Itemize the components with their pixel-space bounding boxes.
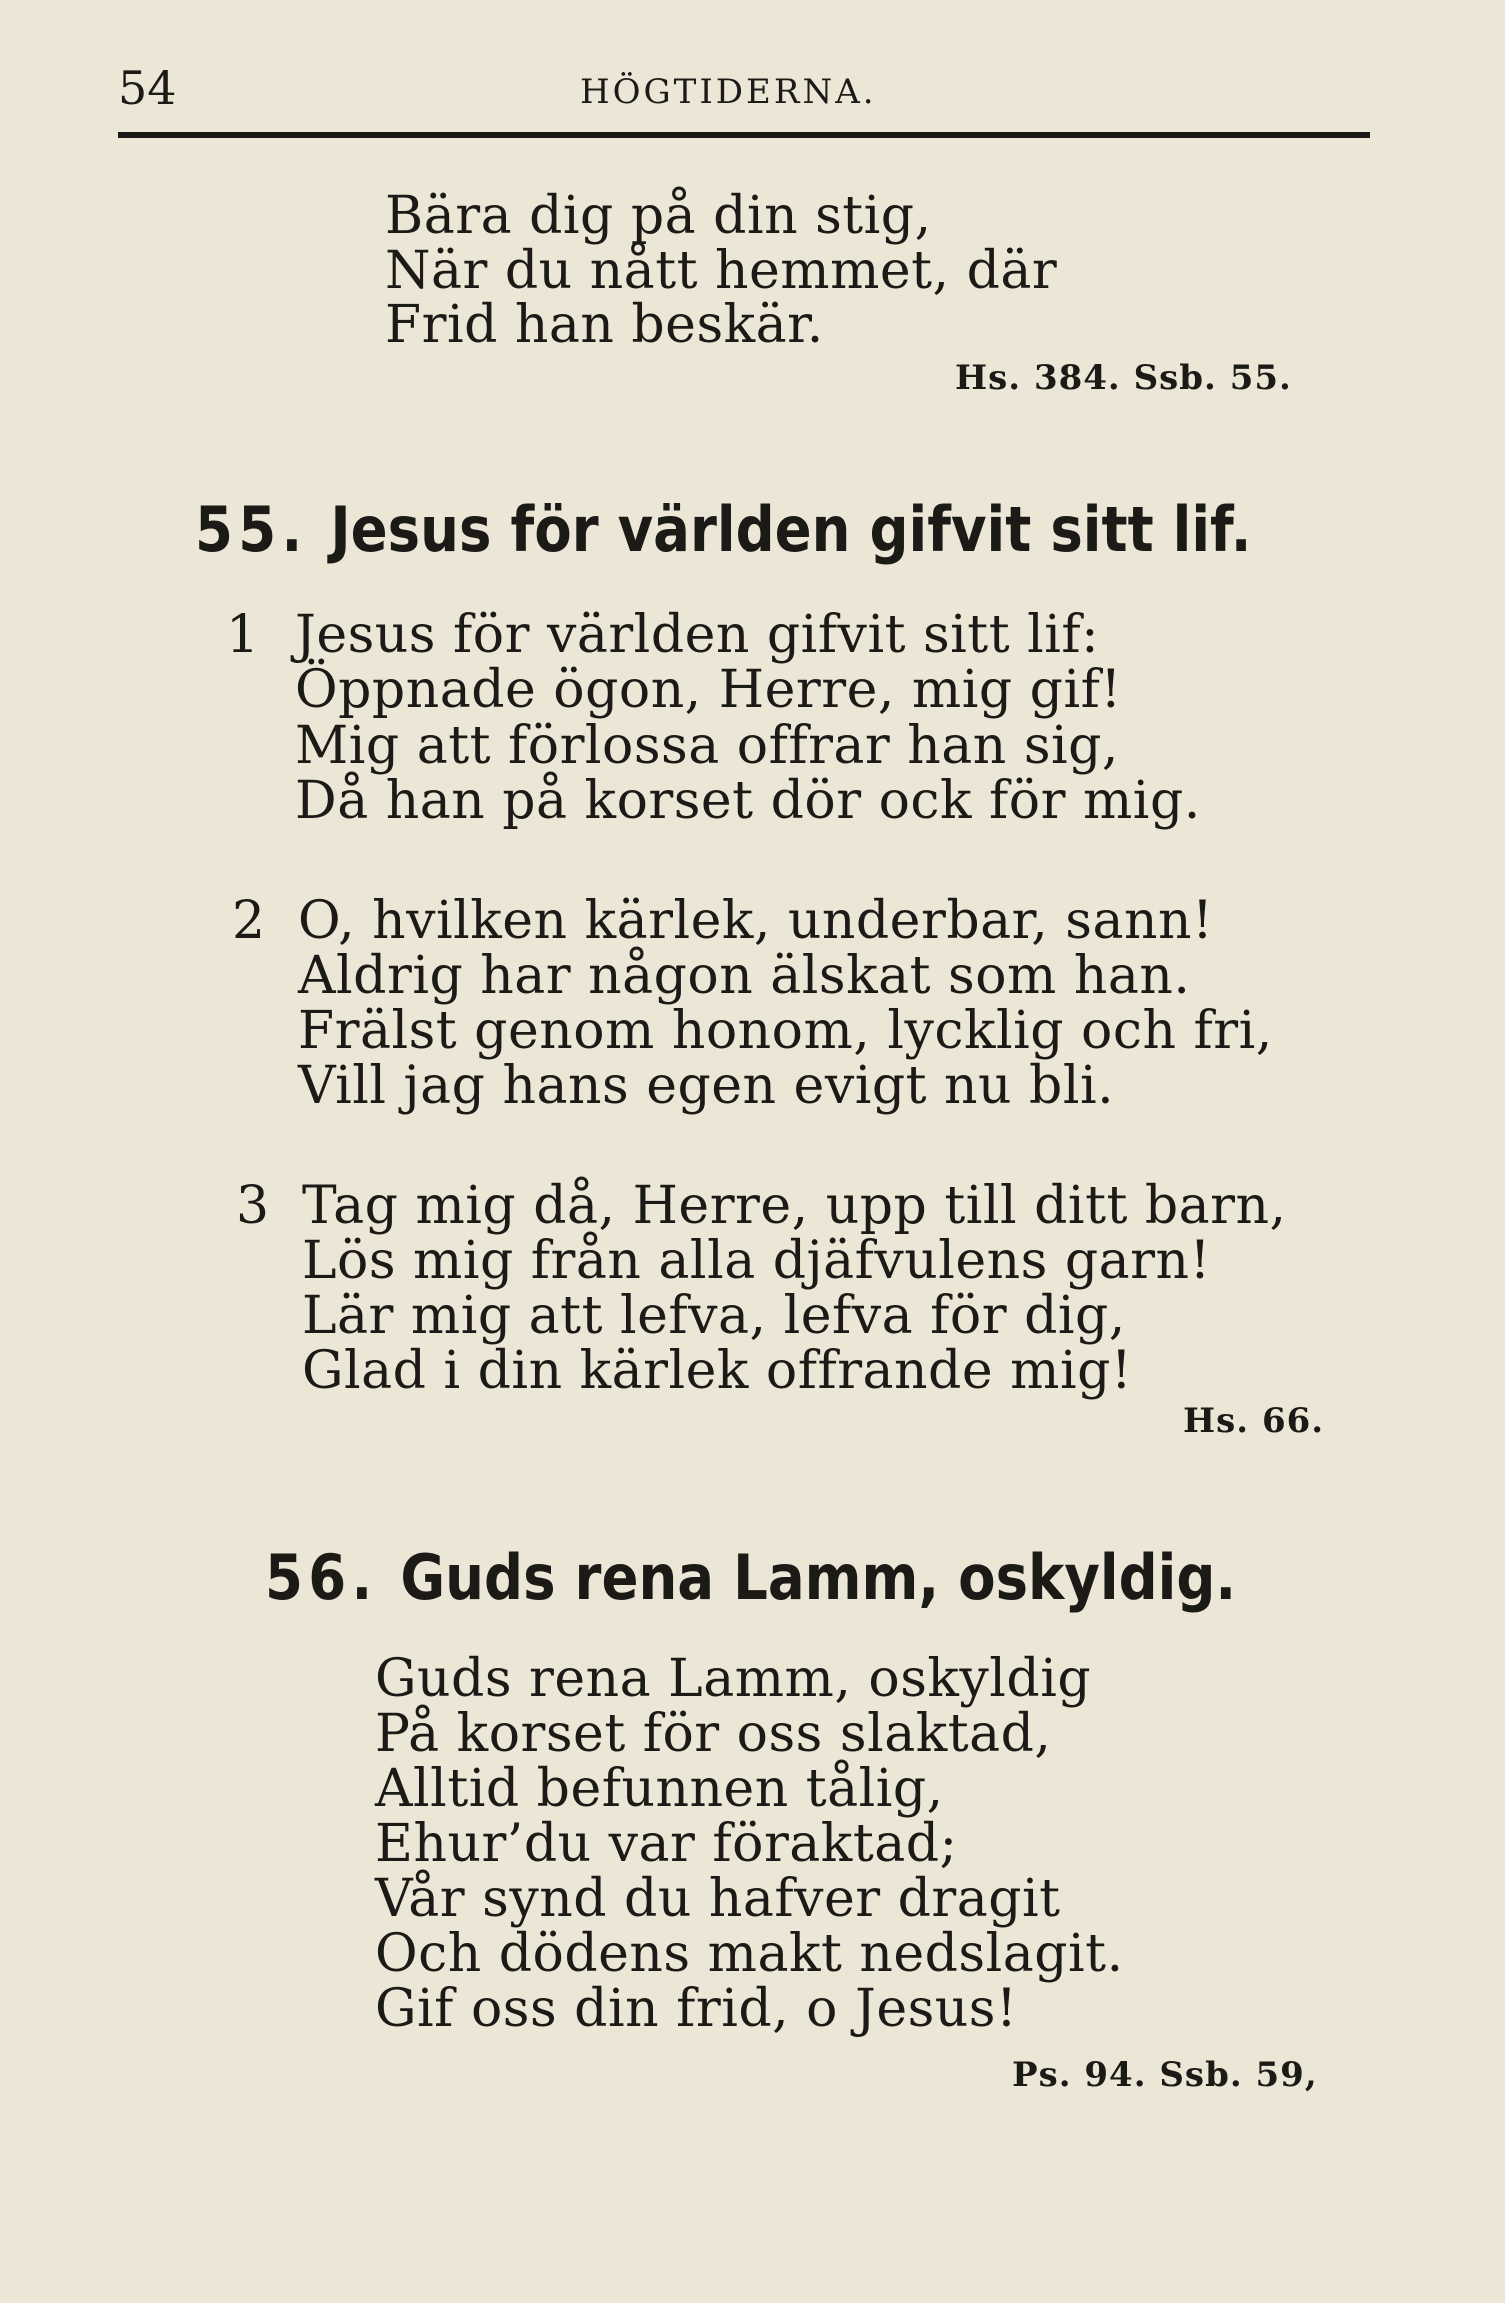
verse-number: 3: [236, 1176, 270, 1236]
hymn-title: Jesus för världen gifvit sitt lif.: [330, 493, 1252, 566]
hymn-55-reference: Hs. 66.: [1183, 1401, 1325, 1441]
verse-line: Ehur’du var föraktad;: [375, 1814, 958, 1874]
prev-hymn-line: Bära dig på din stig,: [385, 186, 932, 246]
verse-line: Lös mig från alla djäfvulens garn!: [302, 1231, 1211, 1291]
page-number: 54: [118, 61, 177, 115]
verse-line: Vår synd du hafver dragit: [375, 1869, 1061, 1929]
verse-line: O, hvilken kärlek, underbar, sann!: [298, 891, 1214, 951]
hymn-number: 56.: [265, 1541, 378, 1614]
prev-hymn-line: Frid han beskär.: [385, 295, 824, 355]
hymn-56-heading: [265, 1543, 1236, 1613]
verse-number: 1: [226, 605, 260, 665]
verse-line: Och dödens makt nedslagit.: [375, 1924, 1124, 1984]
verse-line: Jesus för världen gifvit sitt lif:: [295, 605, 1100, 665]
verse-line: Öppnade ögon, Herre, mig gif!: [295, 660, 1122, 720]
verse-line: Gif oss din frid, o Jesus!: [375, 1979, 1018, 2039]
verse-line: Alltid befunnen tålig,: [375, 1759, 944, 1819]
prev-hymn-line: När du nått hemmet, där: [385, 241, 1058, 301]
verse-line: Mig att förlossa offrar han sig,: [295, 716, 1119, 776]
verse-line: Då han på korset dör ock för mig.: [295, 771, 1201, 831]
hymn-number: 55.: [195, 493, 308, 566]
header-rule: [118, 132, 1370, 138]
verse-line: Guds rena Lamm, oskyldig: [375, 1649, 1092, 1709]
hymn-56-reference: Ps. 94. Ssb. 59,: [1012, 2055, 1318, 2095]
hymn-title: Guds rena Lamm, oskyldig.: [400, 1541, 1237, 1614]
verse-line: Tag mig då, Herre, upp till ditt barn,: [302, 1176, 1287, 1236]
verse-line: Glad i din kärlek offrande mig!: [302, 1341, 1133, 1401]
hymn-55-heading: [195, 495, 1252, 565]
verse-line: Aldrig har någon älskat som han.: [298, 946, 1191, 1006]
verse-line: Lär mig att lefva, lefva för dig,: [302, 1286, 1126, 1346]
verse-line: Vill jag hans egen evigt nu bli.: [298, 1056, 1115, 1116]
verse-number: 2: [232, 891, 266, 951]
prev-hymn-reference: Hs. 384. Ssb. 55.: [955, 358, 1292, 398]
verse-line: På korset för oss slaktad,: [375, 1704, 1052, 1764]
running-title: HÖGTIDERNA.: [580, 72, 877, 112]
verse-line: Frälst genom honom, lycklig och fri,: [298, 1001, 1273, 1061]
